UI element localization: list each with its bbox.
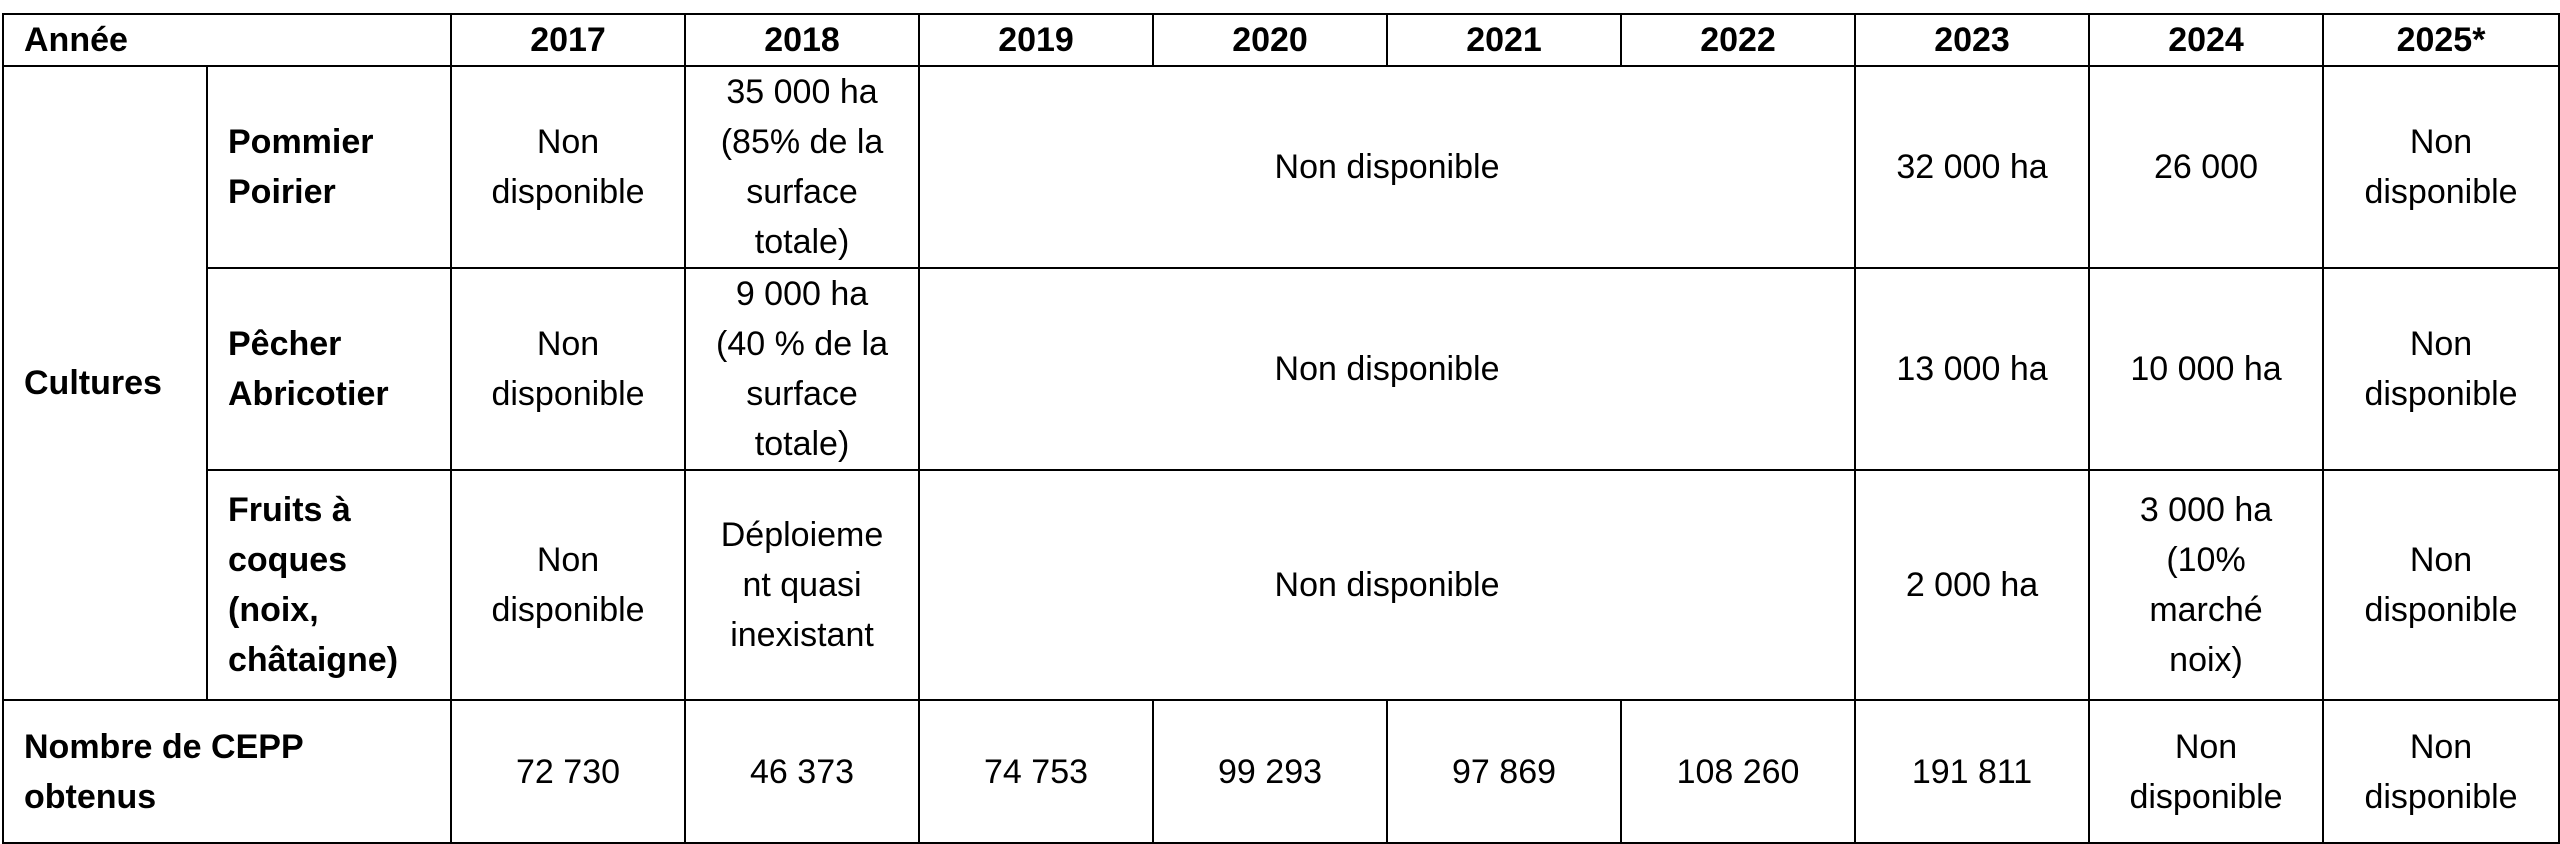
table-cell: 191 811 [1855,700,2089,843]
culture-name: Fruits à coques (noix, châtaigne) [207,470,451,700]
header-year: 2017 [451,14,685,66]
table-cell: Non disponible [451,66,685,268]
culture-name: Pêcher Abricotier [207,268,451,470]
cepp-data-table [2,13,2560,844]
cepp-label: Nombre de CEPP obtenus [3,700,451,843]
header-year: 2025* [2323,14,2559,66]
table-cell: 10 000 ha [2089,268,2323,470]
table-cell: 13 000 ha [1855,268,2089,470]
table-cell: Non disponible [2323,700,2559,843]
table-cell: Non disponible [451,470,685,700]
header-year: 2019 [919,14,1153,66]
table-cell: Non disponible [451,268,685,470]
header-row [3,14,2559,66]
table-cell: 97 869 [1387,700,1621,843]
table-cell: Non disponible [2323,66,2559,268]
table-cell: 26 000 [2089,66,2323,268]
table-row [3,470,2559,700]
table-row [3,66,2559,268]
table-cell: 3 000 ha (10% marché noix) [2089,470,2323,700]
table-cell: Déploieme nt quasi inexistant [685,470,919,700]
table-cell-merged: Non disponible [919,66,1855,268]
table-cell: 2 000 ha [1855,470,2089,700]
table-cell: 46 373 [685,700,919,843]
header-year: 2020 [1153,14,1387,66]
table-cell: Non disponible [2089,700,2323,843]
table-row [3,268,2559,470]
table-cell: 9 000 ha (40 % de la surface totale) [685,268,919,470]
header-year: 2018 [685,14,919,66]
table-cell: 74 753 [919,700,1153,843]
table-cell: 35 000 ha (85% de la surface totale) [685,66,919,268]
table-cell: 108 260 [1621,700,1855,843]
table-cell: 32 000 ha [1855,66,2089,268]
table-cell: 99 293 [1153,700,1387,843]
table-row [3,700,2559,843]
table-cell: 72 730 [451,700,685,843]
header-year: 2023 [1855,14,2089,66]
table-cell-merged: Non disponible [919,268,1855,470]
header-year: 2024 [2089,14,2323,66]
table-cell-merged: Non disponible [919,470,1855,700]
table-cell: Non disponible [2323,268,2559,470]
header-year: 2022 [1621,14,1855,66]
culture-name: Pommier Poirier [207,66,451,268]
cultures-group-label: Cultures [3,66,207,700]
header-label: Année [3,14,451,66]
table-cell: Non disponible [2323,470,2559,700]
header-year: 2021 [1387,14,1621,66]
